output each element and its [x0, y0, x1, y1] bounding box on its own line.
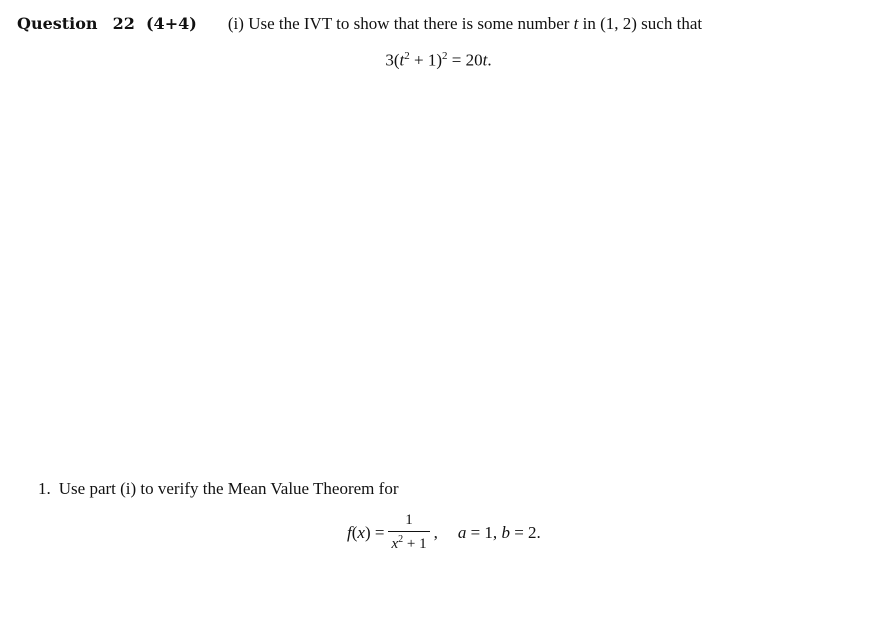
eq2-denom-exp: 2 — [398, 534, 404, 545]
question-marks: (4+4) — [145, 14, 197, 33]
part-i-variable: t — [573, 14, 579, 33]
eq1-rel: = 20 — [447, 50, 483, 70]
eq2-b-var: b — [501, 522, 510, 542]
eq1-exp: 2 — [404, 50, 410, 62]
eq2-arg-close: ) = — [364, 522, 385, 542]
eq2-arg-open: ( — [351, 522, 358, 542]
list-item-number: 1. — [38, 479, 51, 498]
eq1-end: . — [487, 50, 492, 70]
eq1-outer-exp: 2 — [442, 50, 448, 62]
list-item-1 — [38, 479, 398, 499]
part-i-marker: (i) — [227, 14, 244, 33]
part-i-statement — [228, 14, 702, 33]
part-i-text-after: in (1, 2) such that — [578, 14, 703, 33]
eq2-denominator — [388, 532, 429, 553]
equation-ivt — [0, 50, 877, 71]
eq2-b-rest: = 2. — [509, 522, 541, 542]
eq2-a-rest: = 1, — [466, 522, 502, 542]
eq1-mid: + 1) — [409, 50, 443, 70]
equation-mvt-function — [347, 512, 541, 553]
eq1-rhs-var: t — [482, 50, 488, 70]
question-header — [17, 14, 702, 34]
eq2-denom-var: x — [391, 536, 399, 552]
part-i-text-before: Use the IVT to show that there is some number — [248, 14, 574, 33]
eq2-interval — [458, 523, 541, 543]
eq2-fraction — [388, 512, 429, 553]
list-item-text: Use part (i) to verify the Mean Value Theorem for — [58, 479, 399, 498]
eq2-a-var: a — [457, 522, 467, 542]
eq2-comma: , — [433, 522, 438, 542]
eq2-numerator: 1 — [405, 512, 413, 528]
question-label: Question — [17, 14, 98, 33]
question-number: 22 — [112, 14, 135, 33]
eq2-func: f — [347, 522, 352, 542]
eq1-var: t — [399, 50, 405, 70]
eq2-denom-rest: + 1 — [403, 536, 427, 552]
eq1-coef: 3( — [385, 50, 400, 70]
eq2-arg: x — [357, 522, 365, 542]
